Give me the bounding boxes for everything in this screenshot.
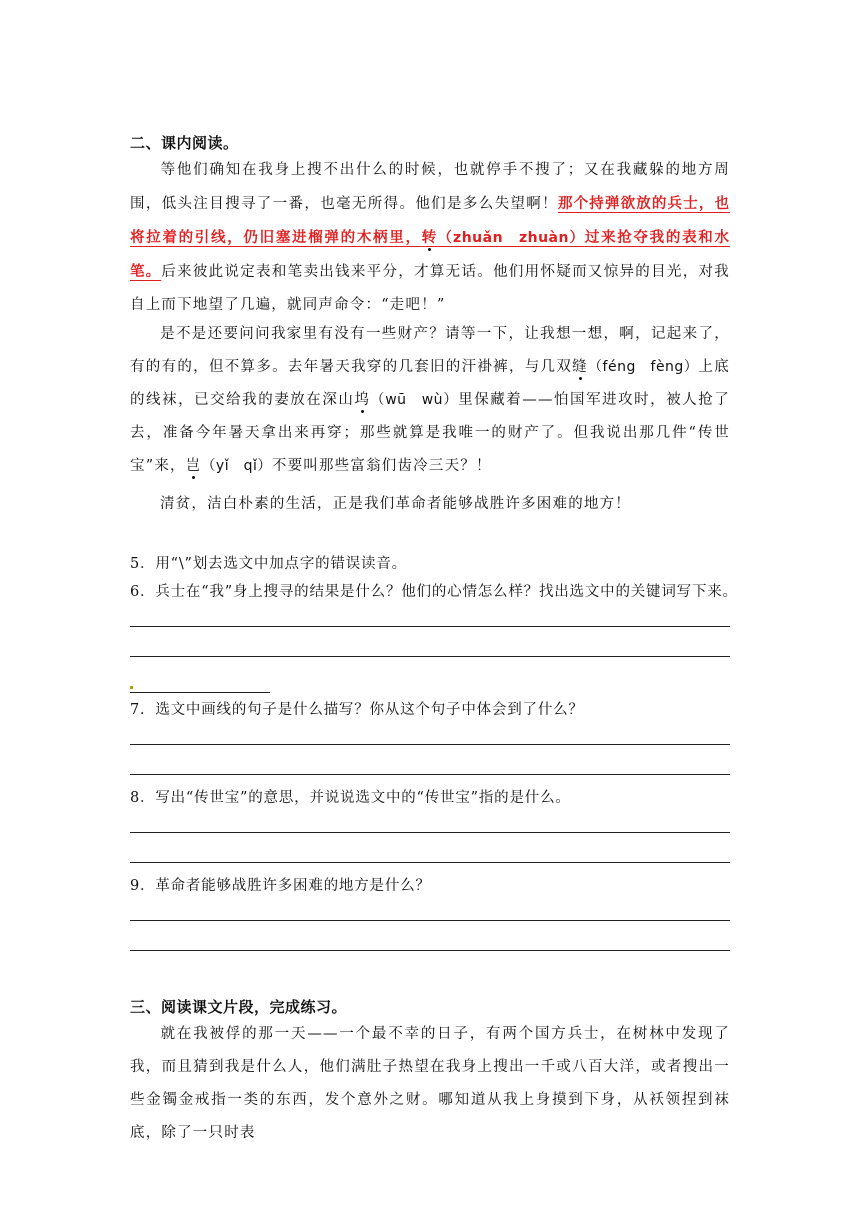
section-2-heading: 二、课内阅读。: [130, 134, 239, 152]
question-5: 5．用“\”划去选文中加点字的错误读音。: [130, 556, 407, 572]
dotted-char-wu: 坞: [354, 392, 371, 408]
p2-text-d: 不要叫那些富翁们齿冷三天？！: [271, 458, 492, 474]
answer-line-q8-2[interactable]: [130, 862, 730, 863]
section-2-paragraph-3: [130, 488, 730, 521]
answer-line-q8-1[interactable]: [130, 832, 730, 833]
stray-mark: [130, 686, 133, 689]
dotted-char-qi: 岂: [185, 458, 202, 474]
section-3-paragraph-1: [130, 1018, 730, 1150]
answer-line-q6-3[interactable]: [130, 692, 270, 693]
question-9: 9．革命者能够战胜许多困难的地方是什么？: [130, 878, 431, 894]
pinyin-wu: （wū wù）: [370, 392, 459, 408]
p1-text-b: 后来彼此说定表和笔卖出钱来平分，才算无话。他们用怀疑而又惊异的目光，对我自上而下地望了几遍，就同声命令：“走吧！”: [130, 264, 731, 313]
section-3-heading: 三、阅读课文片段，完成练习。: [130, 998, 348, 1016]
pinyin-qi: （yǐ qǐ）: [201, 458, 272, 474]
pinyin-zhuan: （zhuǎn zhuàn）: [437, 230, 585, 246]
pinyin-feng: （féng fèng）: [587, 359, 699, 375]
question-6: 6．兵士在“我”身上搜寻的结果是什么？他们的心情怎么样？找出选文中的关键词写下来。: [130, 584, 738, 600]
question-7: 7．选文中画线的句子是什么描写？你从这个句子中体会到了什么？: [130, 702, 584, 718]
question-8: 8．写出“传世宝”的意思，并说说选文中的“传世宝”指的是什么。: [130, 790, 571, 806]
section-2-paragraph-2: [130, 318, 730, 483]
p1-text-a: 等他们确知在我身上搜不出什么的时候，也就停手不搜了；又在我藏躲的地方周围，低头注目搜寻了一番，也毫无所得。他们是多么失望啊！: [130, 162, 730, 212]
section-3-p1-text: 就在我被俘的那一天——一个最不幸的日子，有两个国方兵士，在树林中发现了我，而且猜到我是什么人，他们满肚子热望在我身上搜出一千或八百大洋，或者搜出一些金镯金戒指一类的东西，发个意外之财。哪知道从我上身摸到下身，从袄领捏到袜底，除了一只时表: [130, 1026, 730, 1141]
answer-line-q6-1[interactable]: [130, 626, 730, 627]
underlined-part-1: 那个持弹欲放的兵士，也将拉着的引线，仍旧塞进榴弹的木柄里，: [130, 195, 730, 246]
section-2-paragraph-1: [130, 154, 730, 322]
dotted-char-feng: 缝: [572, 359, 588, 375]
underlined-part-2: 过来抢夺我的表和水笔。: [130, 229, 730, 280]
dotted-char-zhuan: 转: [421, 229, 438, 246]
answer-line-q7-2[interactable]: [130, 774, 730, 775]
answer-line-q9-1[interactable]: [130, 920, 730, 921]
answer-line-q7-1[interactable]: [130, 744, 730, 745]
answer-line-q9-2[interactable]: [130, 950, 730, 951]
p2-text-c: 里保藏着——怕国军进攻时，被人抢了去，准备今年暑天拿出来再穿；那些就算是我唯一的财产了。但我说出那几件“传世宝”来，: [130, 392, 730, 474]
p3-text: 清贫，洁白朴素的生活，正是我们革命者能够战胜许多困难的地方！: [160, 496, 631, 512]
answer-line-q6-2[interactable]: [130, 656, 730, 657]
p2-text-a: 是不是还要问问我家里有没有一些财产？请等一下，让我想一想，啊，记起来了，有的有的，但不算多。去年暑天我穿的几套旧的汗褂裤，与几双: [130, 326, 730, 375]
p2-text-b: 上底的线袜，已交给我的妻放在深山: [130, 359, 730, 408]
